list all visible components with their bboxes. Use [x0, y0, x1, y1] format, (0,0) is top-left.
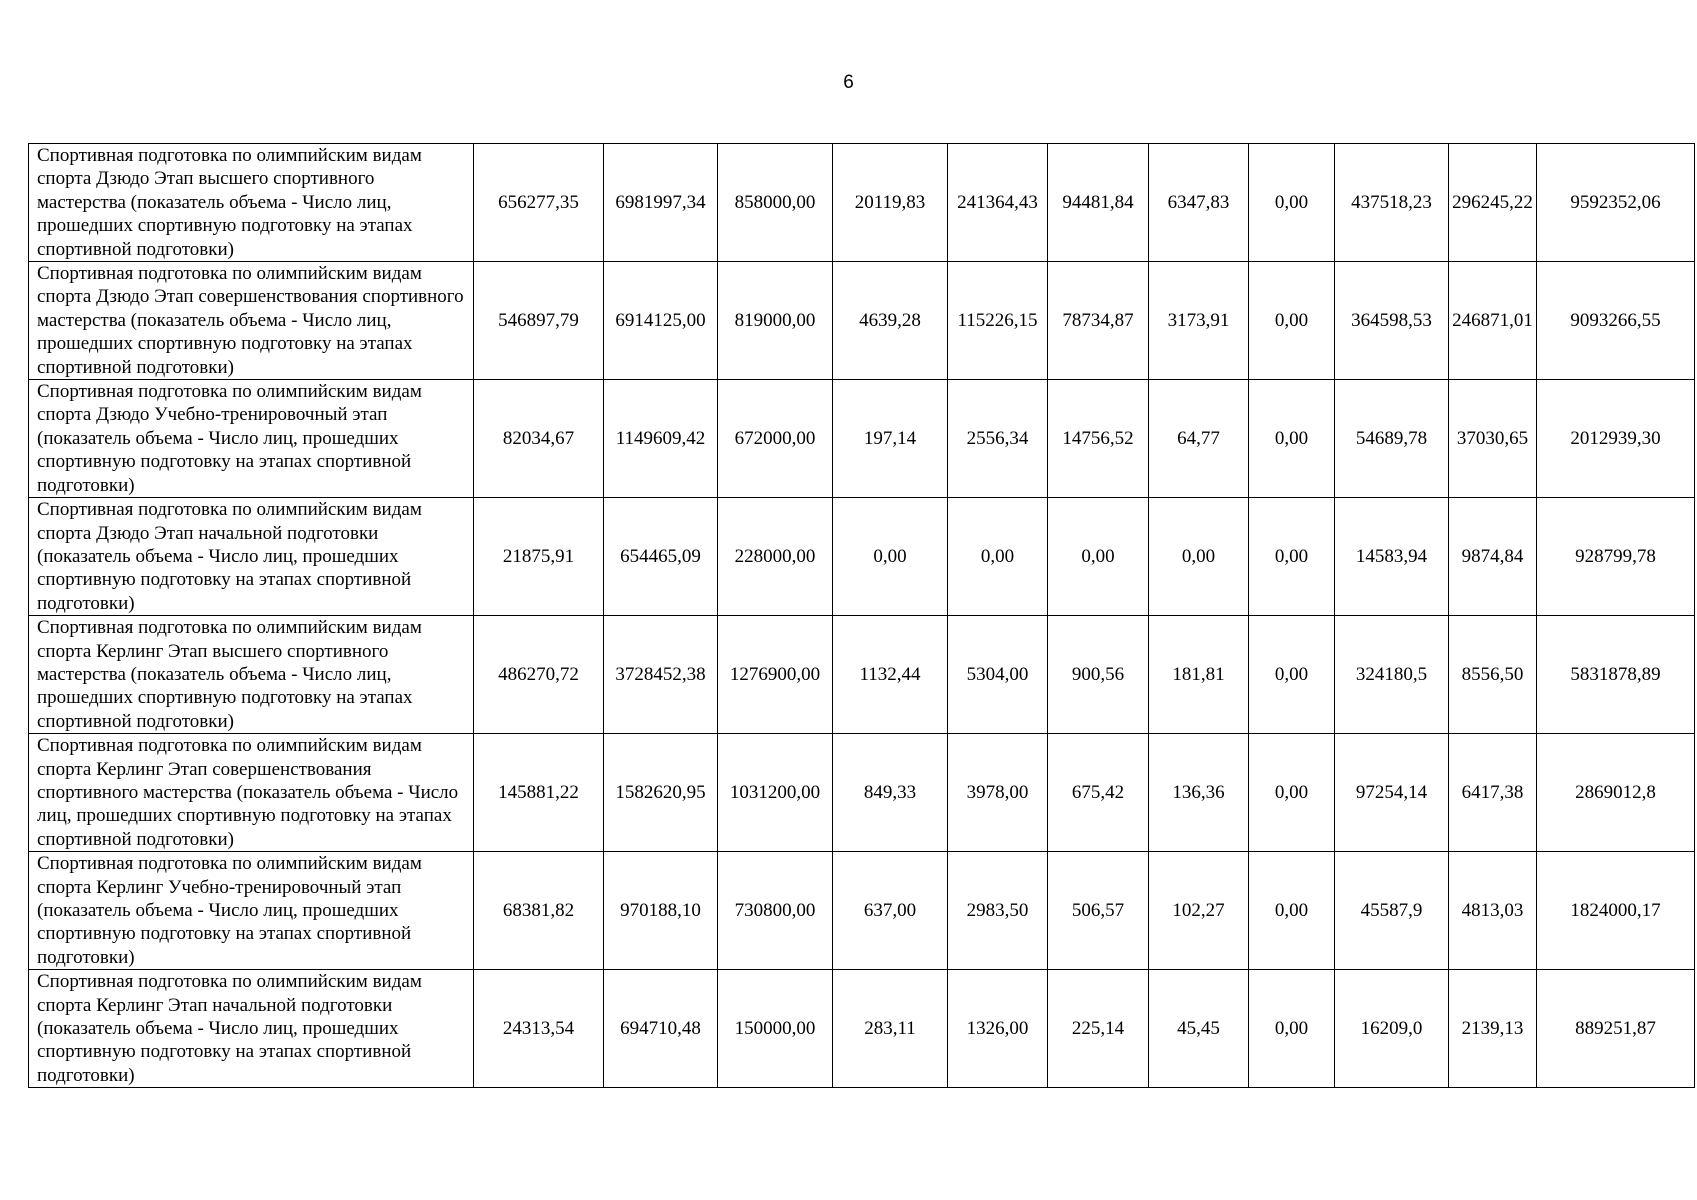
value-cell: 1582620,95 [604, 734, 718, 852]
value-cell: 1149609,42 [604, 380, 718, 498]
value-cell: 94481,84 [1048, 144, 1149, 262]
value-cell: 0,00 [1249, 970, 1335, 1088]
value-cell: 45,45 [1149, 970, 1249, 1088]
value-cell: 37030,65 [1449, 380, 1537, 498]
value-cell: 228000,00 [718, 498, 833, 616]
value-cell: 3173,91 [1149, 262, 1249, 380]
value-cell: 3728452,38 [604, 616, 718, 734]
service-description-cell: Спортивная подготовка по олимпийским видам спорта Дзюдо Этап начальной подготовки (показатель объема - Число лиц, прошедших спортивную подготовку на этапах спортивной подготовки) [29, 498, 474, 616]
value-cell: 506,57 [1048, 852, 1149, 970]
value-cell: 672000,00 [718, 380, 833, 498]
value-cell: 136,36 [1149, 734, 1249, 852]
value-cell: 6981997,34 [604, 144, 718, 262]
value-cell: 6347,83 [1149, 144, 1249, 262]
value-cell: 654465,09 [604, 498, 718, 616]
value-cell: 0,00 [1249, 734, 1335, 852]
value-cell: 0,00 [1249, 144, 1335, 262]
total-cell: 9093266,55 [1537, 262, 1695, 380]
table-body [29, 144, 1695, 1088]
total-cell: 889251,87 [1537, 970, 1695, 1088]
value-cell: 97254,14 [1335, 734, 1449, 852]
value-cell: 5304,00 [948, 616, 1048, 734]
value-cell: 437518,23 [1335, 144, 1449, 262]
value-cell: 3978,00 [948, 734, 1048, 852]
table-row [29, 616, 1695, 734]
value-cell: 8556,50 [1449, 616, 1537, 734]
value-cell: 24313,54 [474, 970, 604, 1088]
value-cell: 4813,03 [1449, 852, 1537, 970]
value-cell: 486270,72 [474, 616, 604, 734]
table-row [29, 144, 1695, 262]
service-description-cell: Спортивная подготовка по олимпийским видам спорта Керлинг Учебно-тренировочный этап (показатель объема - Число лиц, прошедших спортивную подготовку на этапах спортивной подготовки) [29, 852, 474, 970]
table-row [29, 498, 1695, 616]
value-cell: 0,00 [948, 498, 1048, 616]
value-cell: 0,00 [833, 498, 948, 616]
service-description-cell: Спортивная подготовка по олимпийским видам спорта Дзюдо Этап совершенствования спортивного мастерства (показатель объема - Число лиц, прошедших спортивную подготовку на этапах спортивной подготовки) [29, 262, 474, 380]
value-cell: 296245,22 [1449, 144, 1537, 262]
value-cell: 2556,34 [948, 380, 1048, 498]
value-cell: 0,00 [1249, 852, 1335, 970]
cost-table [28, 143, 1695, 1088]
value-cell: 324180,5 [1335, 616, 1449, 734]
page-number: 6 [843, 72, 854, 93]
service-description-cell: Спортивная подготовка по олимпийским видам спорта Дзюдо Учебно-тренировочный этап (показатель объема - Число лиц, прошедших спортивную подготовку на этапах спортивной подготовки) [29, 380, 474, 498]
total-cell: 5831878,89 [1537, 616, 1695, 734]
value-cell: 115226,15 [948, 262, 1048, 380]
value-cell: 730800,00 [718, 852, 833, 970]
value-cell: 1132,44 [833, 616, 948, 734]
value-cell: 637,00 [833, 852, 948, 970]
value-cell: 364598,53 [1335, 262, 1449, 380]
value-cell: 150000,00 [718, 970, 833, 1088]
value-cell: 4639,28 [833, 262, 948, 380]
total-cell: 1824000,17 [1537, 852, 1695, 970]
value-cell: 68381,82 [474, 852, 604, 970]
value-cell: 20119,83 [833, 144, 948, 262]
value-cell: 102,27 [1149, 852, 1249, 970]
table-row [29, 262, 1695, 380]
value-cell: 64,77 [1149, 380, 1249, 498]
value-cell: 54689,78 [1335, 380, 1449, 498]
value-cell: 1326,00 [948, 970, 1048, 1088]
value-cell: 21875,91 [474, 498, 604, 616]
value-cell: 241364,43 [948, 144, 1048, 262]
value-cell: 819000,00 [718, 262, 833, 380]
table-row [29, 380, 1695, 498]
value-cell: 14756,52 [1048, 380, 1149, 498]
service-description-cell: Спортивная подготовка по олимпийским видам спорта Керлинг Этап совершенствования спортивного мастерства (показатель объема - Число лиц, прошедших спортивную подготовку на этапах спортивной подготовки) [29, 734, 474, 852]
value-cell: 2139,13 [1449, 970, 1537, 1088]
value-cell: 181,81 [1149, 616, 1249, 734]
value-cell: 675,42 [1048, 734, 1149, 852]
value-cell: 6914125,00 [604, 262, 718, 380]
total-cell: 928799,78 [1537, 498, 1695, 616]
service-description-cell: Спортивная подготовка по олимпийским видам спорта Дзюдо Этап высшего спортивного мастерства (показатель объема - Число лиц, прошедших спортивную подготовку на этапах спортивной подготовки) [29, 144, 474, 262]
value-cell: 849,33 [833, 734, 948, 852]
value-cell: 145881,22 [474, 734, 604, 852]
value-cell: 197,14 [833, 380, 948, 498]
value-cell: 16209,0 [1335, 970, 1449, 1088]
table-row [29, 734, 1695, 852]
total-cell: 2012939,30 [1537, 380, 1695, 498]
value-cell: 283,11 [833, 970, 948, 1088]
table-row [29, 970, 1695, 1088]
total-cell: 2869012,8 [1537, 734, 1695, 852]
value-cell: 0,00 [1249, 616, 1335, 734]
value-cell: 14583,94 [1335, 498, 1449, 616]
value-cell: 1031200,00 [718, 734, 833, 852]
value-cell: 0,00 [1048, 498, 1149, 616]
value-cell: 78734,87 [1048, 262, 1149, 380]
value-cell: 45587,9 [1335, 852, 1449, 970]
value-cell: 225,14 [1048, 970, 1149, 1088]
value-cell: 246871,01 [1449, 262, 1537, 380]
value-cell: 970188,10 [604, 852, 718, 970]
value-cell: 2983,50 [948, 852, 1048, 970]
value-cell: 546897,79 [474, 262, 604, 380]
value-cell: 6417,38 [1449, 734, 1537, 852]
value-cell: 82034,67 [474, 380, 604, 498]
total-cell: 9592352,06 [1537, 144, 1695, 262]
value-cell: 0,00 [1249, 380, 1335, 498]
service-description-cell: Спортивная подготовка по олимпийским видам спорта Керлинг Этап начальной подготовки (показатель объема - Число лиц, прошедших спортивную подготовку на этапах спортивной подготовки) [29, 970, 474, 1088]
value-cell: 9874,84 [1449, 498, 1537, 616]
service-description-cell: Спортивная подготовка по олимпийским видам спорта Керлинг Этап высшего спортивного мастерства (показатель объема - Число лиц, прошедших спортивную подготовку на этапах спортивной подготовки) [29, 616, 474, 734]
value-cell: 0,00 [1249, 262, 1335, 380]
value-cell: 0,00 [1149, 498, 1249, 616]
value-cell: 694710,48 [604, 970, 718, 1088]
value-cell: 1276900,00 [718, 616, 833, 734]
value-cell: 0,00 [1249, 498, 1335, 616]
value-cell: 656277,35 [474, 144, 604, 262]
table-row [29, 852, 1695, 970]
value-cell: 900,56 [1048, 616, 1149, 734]
value-cell: 858000,00 [718, 144, 833, 262]
